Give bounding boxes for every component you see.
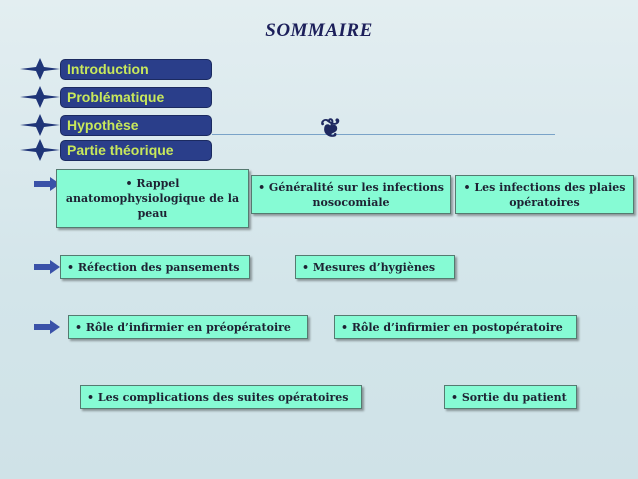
page-title: SOMMAIRE: [265, 20, 373, 41]
box-rappel-anatomophysiologique: • Rappel anatomophysiologique de la peau: [56, 169, 249, 228]
arrow-right-icon: [34, 260, 60, 274]
menu-item-problematique[interactable]: [20, 86, 215, 108]
box-complications: • Les complications des suites opératoires: [80, 385, 362, 409]
divider-line: [212, 134, 555, 135]
box-infections-plaies: • Les infections des plaies opératoires: [455, 175, 634, 214]
menu-item-introduction[interactable]: [20, 58, 215, 80]
menu-item-label: Hypothèse: [60, 115, 212, 136]
menu-item-label: Introduction: [60, 59, 212, 80]
four-point-star-icon: [20, 114, 60, 136]
box-refection-pansements: • Réfection des pansements: [60, 255, 250, 279]
box-generalite-infections: • Généralité sur les infections nosocomiale: [251, 175, 451, 214]
four-point-star-icon: [20, 139, 60, 161]
box-role-preoperatoire: • Rôle d’infirmier en préopératoire: [68, 315, 308, 339]
menu-item-partie-theorique[interactable]: [20, 139, 215, 161]
menu-item-label: Partie théorique: [60, 140, 212, 161]
box-mesures-hygiene: • Mesures d’hygiènes: [295, 255, 455, 279]
menu-item-hypothese[interactable]: [20, 114, 215, 136]
box-sortie-patient: • Sortie du patient: [444, 385, 577, 409]
floral-ornament-icon: ❦: [320, 114, 342, 144]
four-point-star-icon: [20, 86, 60, 108]
menu-item-label: Problématique: [60, 87, 212, 108]
four-point-star-icon: [20, 58, 60, 80]
arrow-right-icon: [34, 320, 60, 334]
box-role-postoperatoire: • Rôle d’infirmier en postopératoire: [334, 315, 577, 339]
